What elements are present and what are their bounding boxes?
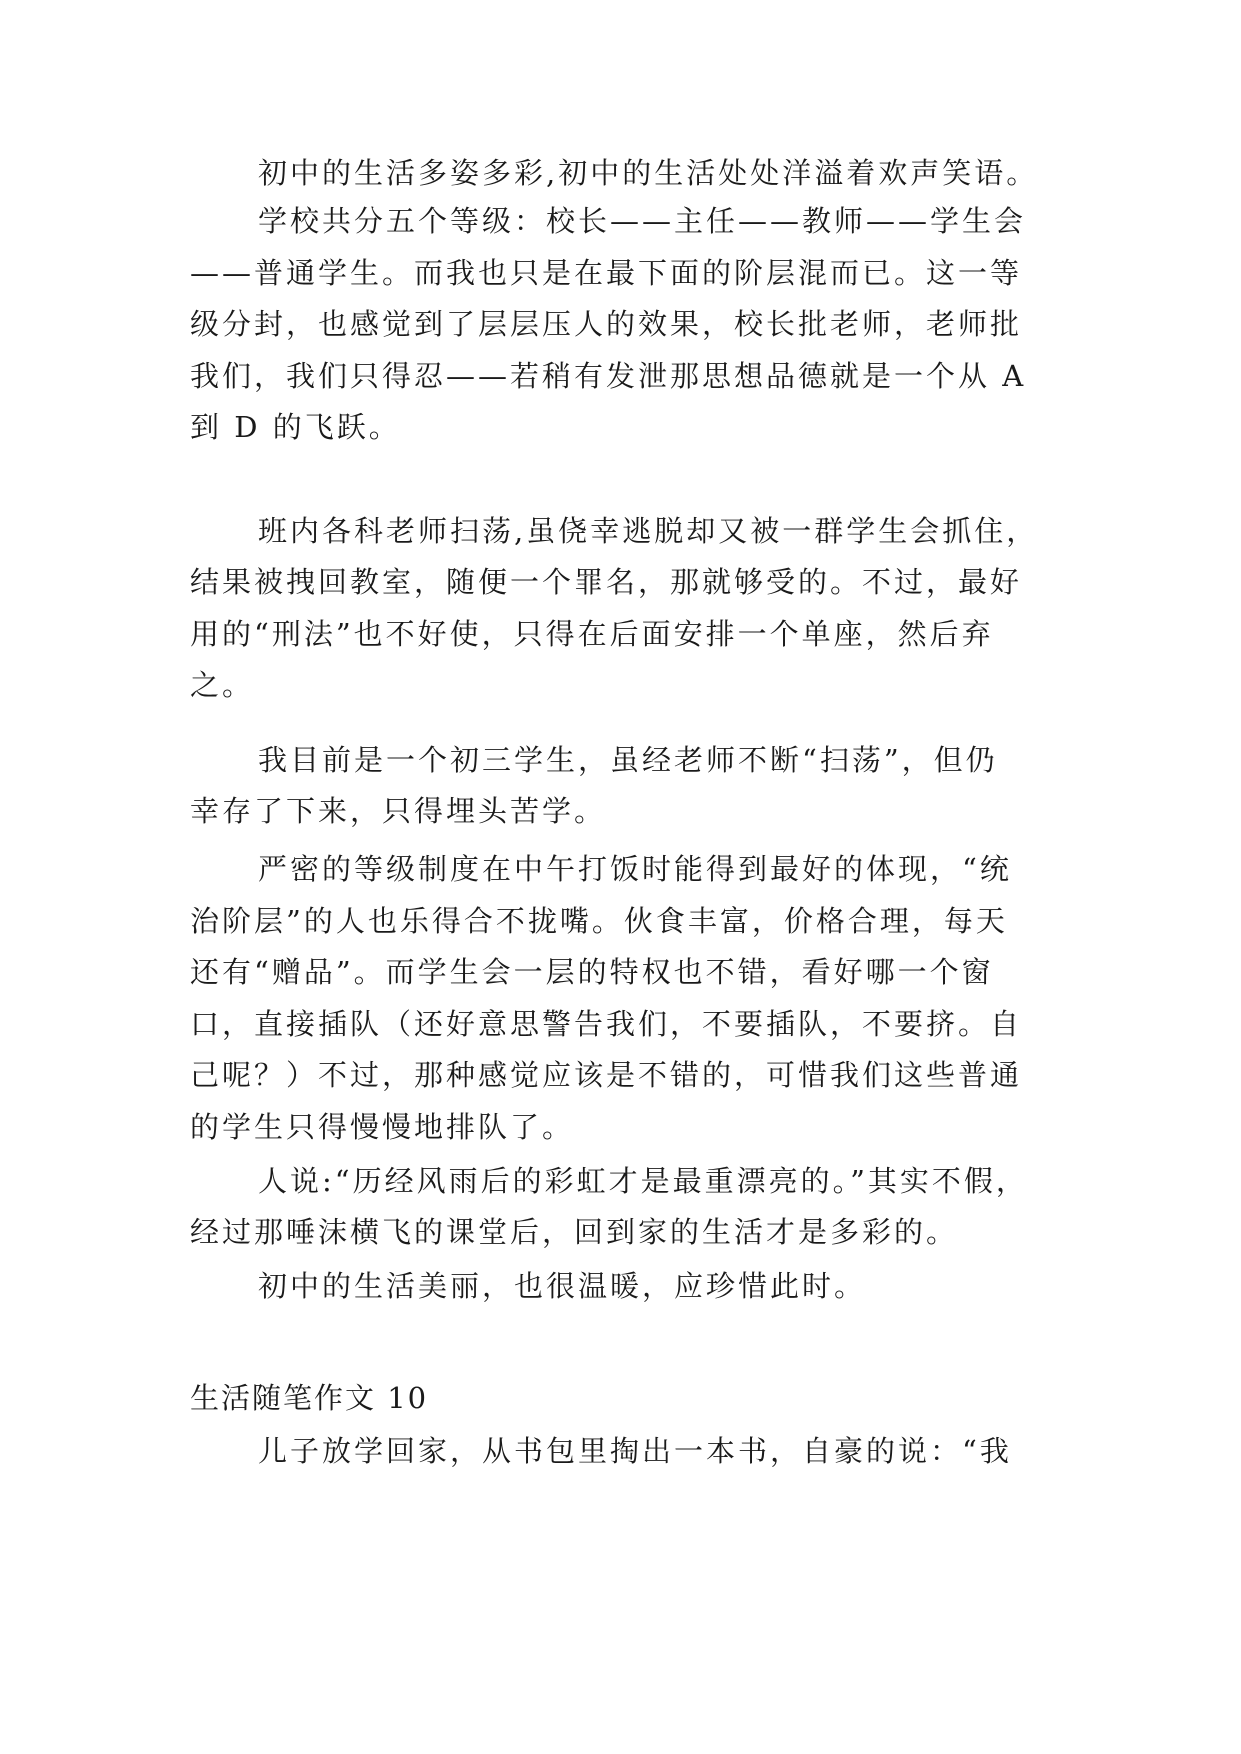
paragraph-line: 还有“赠品”。而学生会一层的特权也不错，看好哪一个窗 [190,955,994,989]
paragraph-line: 我们，我们只得忍——若稍有发泄那思想品德就是一个从 A [190,359,1027,393]
paragraph-line: 学校共分五个等级：校长——主任——教师——学生会 [258,204,1027,238]
paragraph-line: 人说:“历经风雨后的彩虹才是最重漂亮的。”其实不假， [258,1164,1028,1198]
section-title: 生活随笔作文 10 [190,1381,429,1415]
paragraph-line: 用的“刑法”也不好使，只得在后面安排一个单座，然后弃 [190,617,994,651]
paragraph-line: 结果被拽回教室，随便一个罪名，那就够受的。不过，最好 [190,565,1023,599]
paragraph-line: 己呢？）不过，那种感觉应该是不错的，可惜我们这些普通 [190,1058,1023,1092]
paragraph-line: 经过那唾沫横飞的课堂后，回到家的生活才是多彩的。 [190,1215,959,1249]
paragraph-line: 班内各科老师扫荡,虽侥幸逃脱却又被一群学生会抓住， [258,514,1039,548]
paragraph-line: ——普通学生。而我也只是在最下面的阶层混而已。这一等 [190,256,1023,290]
paragraph-line: 严密的等级制度在中午打饭时能得到最好的体现，“统 [258,852,1012,886]
paragraph-line: 初中的生活美丽，也很温暖，应珍惜此时。 [258,1269,867,1303]
paragraph-line: 口，直接插队（还好意思警告我们，不要插队，不要挤。自 [190,1007,1023,1041]
paragraph-line: 儿子放学回家，从书包里掏出一本书，自豪的说：“我 [258,1434,1012,1468]
paragraph-line: 之。 [190,668,255,702]
paragraph-line: 幸存了下来，只得埋头苦学。 [190,794,607,828]
paragraph-line: 治阶层”的人也乐得合不拢嘴。伙食丰富，价格合理，每天 [190,904,1008,938]
paragraph-line: 到 D 的飞跃。 [190,410,401,444]
paragraph-line: 的学生只得慢慢地排队了。 [190,1110,575,1144]
paragraph-line: 初中的生活多姿多彩,初中的生活处处洋溢着欢声笑语。 [258,156,1039,190]
paragraph-line: 我目前是一个初三学生，虽经老师不断“扫荡”，但仍 [258,743,998,777]
paragraph-line: 级分封，也感觉到了层层压人的效果，校长批老师，老师批 [190,307,1023,341]
